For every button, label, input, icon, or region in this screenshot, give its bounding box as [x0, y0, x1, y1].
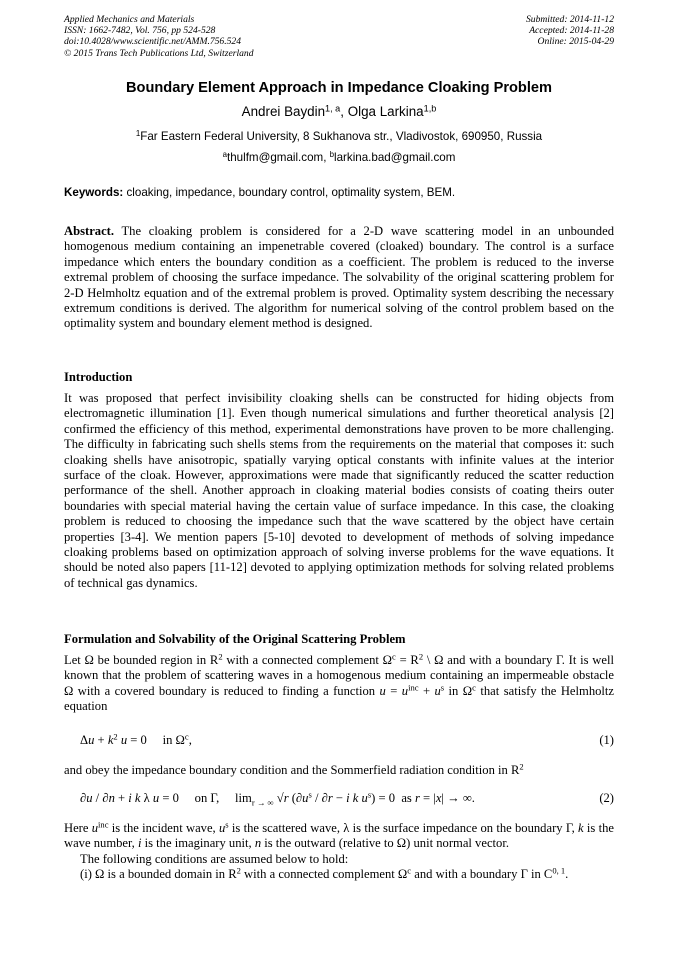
text-fragment: u: [152, 791, 160, 805]
text-fragment: (∂: [288, 791, 303, 805]
text-fragment: u: [379, 683, 386, 698]
text-fragment: k: [578, 821, 584, 835]
online-date: Online: 2015-04-29: [537, 36, 614, 48]
affiliation: [0, 130, 678, 143]
text-fragment: is the imaginary unit,: [141, 836, 255, 851]
text-fragment: u: [302, 791, 309, 805]
text-fragment: 2: [519, 761, 524, 772]
text-fragment: +: [418, 683, 435, 698]
text-fragment: u: [218, 821, 226, 835]
text-fragment: \ Ω and with a boundary Γ. It is well known that the problem of scattering waves in a homogenous medium containing an impermeable obstacle Ω with a covered boundary is reduced to finding a function: [64, 653, 614, 698]
text-fragment: = 0 on Γ, lim: [159, 791, 252, 805]
text-fragment: Let Ω be bounded region in R: [64, 653, 219, 667]
email-link[interactable]: larkina.bad@gmail.com: [334, 151, 456, 164]
formulation-paragraph-3: [64, 821, 614, 852]
formulation-paragraph-2: [64, 763, 614, 778]
author-list: [0, 104, 678, 119]
keywords: [64, 186, 614, 199]
text-fragment: with a connected complement Ω: [240, 867, 408, 881]
text-fragment: ,: [188, 733, 192, 747]
abstract: [64, 224, 614, 332]
text-fragment: s: [308, 789, 312, 800]
abstract-text: The cloaking problem is considered for a 2-D wave scattering model in an unbounded homogenous medium containing an impenetrable covered (cloaked) boundary. The control is a surface impedance which enters the boundary condition as a coefficient. The problem is reduced to the inverse extremal problem of choosing the surface impedance. The solvability of the original scattering problem for 2-D Helmholtz equation and of the extremal problem is proved. Optimality system describing the necessary extremum conditions is derived. The algorithm for numerical solving of the control problem based on the optimality system and boundary element method is designed.: [64, 224, 614, 331]
text-fragment: u: [88, 733, 95, 747]
text-fragment: i k u: [346, 791, 368, 805]
text-fragment: 2: [418, 651, 424, 662]
text-fragment: k: [107, 733, 114, 747]
text-fragment: inc: [408, 682, 419, 693]
text-fragment: = |: [419, 791, 436, 805]
text-fragment: 2: [236, 865, 241, 876]
text-fragment: is the scattered wave, λ is the surface impedance on the boundary Γ,: [228, 821, 579, 835]
section-heading-introduction: Introduction: [64, 370, 133, 384]
equation-2: [80, 791, 614, 808]
affiliation-superscript: 1: [135, 129, 141, 139]
affiliation-text: Far Eastern Federal University, 8 Sukhanova str., Vladivostok, 690950, Russia: [140, 130, 543, 143]
text-fragment: that satisfy the Helmholtz equation: [64, 683, 614, 714]
equation-1-number: (1): [599, 733, 614, 747]
text-fragment: s: [225, 819, 229, 830]
author-emails: [0, 151, 678, 164]
text-fragment: c: [184, 731, 189, 742]
text-fragment: is the incident wave,: [108, 821, 219, 835]
introduction-paragraph: It was proposed that perfect invisibility cloaking shells can be constructed for hiding objects from electromagnetic illumination [1]. Even though numerical simulations and further theoretical analysis [2] confirmed the efficiency of this method, experimental demonstrations have proven to be more challenging. The difficulty in fabricating such shells stems from the requirements on the material that composes it: such cloaking shells have anisotropic, spatially varying optical constants with infinite values at the interior surface of the cloak. However, approximations were made that significantly reduced the scatter reduction performance of the shell. Another approach in cloaking material bodies consists of coating theirs outer boundaries with special material having the certain value of surface impedance. In this case, the cloaking problem is reduced to choosing the impedance such that the wave scattered by the object have certain properties [3-4]. We mention papers [5-10] devoted to development of methods of solving impedance cloaking problems based on optimization approach of solving inverse problems for the wave equations. It should be noted also papers [11-12] devoted to applying optimization methods for solving related problems of technical gas dynamics.: [64, 391, 614, 590]
journal-info: [64, 14, 254, 59]
text-fragment: = 0 in Ω: [127, 733, 185, 747]
journal-name: Applied Mechanics and Materials: [64, 14, 195, 25]
text-fragment: 2: [113, 731, 118, 742]
text-fragment: x: [435, 791, 442, 805]
journal-copyright: © 2015 Trans Tech Publications Ltd, Switzerland: [64, 47, 254, 59]
text-fragment: Here: [64, 821, 92, 835]
email-superscript: a: [222, 150, 228, 160]
text-fragment: 2: [218, 651, 223, 662]
text-fragment: s: [440, 682, 445, 693]
text-fragment: +: [94, 733, 108, 747]
text-fragment: u: [434, 683, 441, 698]
email-separator: ,: [323, 151, 330, 164]
formulation-paragraph-1: [64, 653, 614, 715]
text-fragment: c: [407, 865, 412, 876]
text-fragment: r: [327, 791, 333, 805]
text-fragment: r: [283, 791, 289, 805]
text-fragment: r → ∞: [251, 797, 274, 808]
text-fragment: u: [120, 733, 128, 747]
text-fragment: is the wave number,: [64, 821, 614, 851]
text-fragment: / ∂: [92, 791, 109, 805]
email-link[interactable]: thulfm@gmail.com: [227, 151, 324, 164]
text-fragment: .: [565, 867, 569, 881]
text-fragment: i: [137, 836, 142, 851]
keywords-label: Keywords:: [64, 186, 124, 199]
text-fragment: +: [114, 791, 129, 805]
text-fragment: is the outward (relative to Ω) unit normal vector.: [261, 836, 509, 851]
text-fragment: / ∂: [311, 791, 328, 805]
text-fragment: u: [86, 791, 93, 805]
journal-issn: ISSN: 1662-7482, Vol. 756, pp 524-528: [64, 25, 216, 37]
text-fragment: c: [392, 651, 396, 662]
text-fragment: in Ω: [444, 683, 473, 698]
journal-doi: doi:10.4028/www.scientific.net/AMM.756.524: [64, 36, 242, 48]
text-fragment: √: [273, 791, 284, 805]
accepted-date: Accepted: 2014-11-28: [529, 25, 614, 37]
author-separator: ,: [340, 104, 348, 119]
text-fragment: | → ∞.: [441, 791, 475, 805]
abstract-label: Abstract.: [64, 224, 115, 238]
text-fragment: Δ: [80, 733, 89, 747]
text-fragment: i k: [128, 791, 141, 805]
text-fragment: with a connected complement Ω: [222, 653, 393, 667]
equation-1: [80, 733, 614, 748]
author-superscript: 1, a: [325, 103, 341, 114]
submitted-date: Submitted: 2014-11-12: [525, 14, 614, 25]
text-fragment: −: [332, 791, 347, 805]
author-superscript: 1,b: [423, 103, 437, 114]
equation-2-number: (2): [599, 791, 614, 805]
text-fragment: s: [367, 789, 372, 800]
text-fragment: 0, 1: [552, 865, 566, 876]
text-fragment: and with a boundary Γ in C: [411, 867, 553, 881]
text-fragment: and obey the impedance boundary condition and the Sommerfield radiation condition in R: [64, 763, 520, 777]
text-fragment: = R: [395, 653, 419, 667]
text-fragment: n: [108, 791, 115, 805]
text-fragment: c: [472, 682, 476, 693]
text-fragment: λ: [140, 791, 153, 805]
text-fragment: ) = 0 as: [371, 791, 415, 805]
submission-dates: [526, 14, 614, 48]
keywords-text: cloaking, impedance, boundary control, optimality system, BEM.: [123, 186, 456, 199]
text-fragment: =: [385, 683, 402, 698]
author-name: Olga Larkina: [347, 104, 424, 119]
text-fragment: inc: [98, 819, 109, 830]
author-name: Andrei Baydin: [241, 104, 326, 119]
section-heading-formulation: Formulation and Solvability of the Original Scattering Problem: [64, 632, 406, 646]
text-fragment: ∂: [80, 791, 87, 805]
paper-title: Boundary Element Approach in Impedance Cloaking Problem: [126, 80, 552, 96]
text-fragment: (i) Ω is a bounded domain in R: [80, 867, 237, 881]
text-fragment: u: [91, 821, 99, 835]
text-fragment: u: [401, 683, 409, 698]
formulation-paragraph-4: The following conditions are assumed below to hold:: [80, 852, 349, 866]
text-fragment: r: [414, 791, 420, 805]
text-fragment: n: [254, 836, 262, 851]
condition-i: [80, 867, 614, 882]
email-superscript: b: [329, 150, 335, 160]
